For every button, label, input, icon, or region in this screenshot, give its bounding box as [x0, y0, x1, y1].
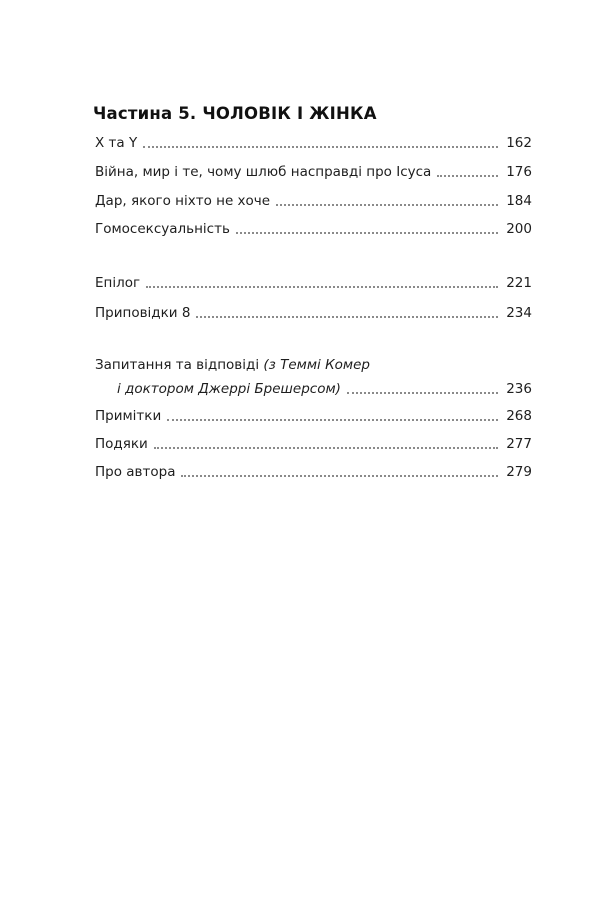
toc-entry-label: Примітки — [95, 408, 162, 424]
toc-entry-page: 221 — [506, 275, 532, 291]
toc-entry[interactable] — [95, 218, 532, 238]
toc-entry-label: Війна, мир і те, чому шлюб насправді про Ісуса — [95, 164, 432, 180]
toc-entry-page: 268 — [506, 408, 532, 424]
toc-entry-page: 277 — [506, 436, 532, 452]
dot-leader — [236, 231, 498, 234]
toc-entry-label: Х та Y — [95, 135, 138, 151]
toc-entry[interactable] — [95, 132, 532, 152]
dot-leader — [347, 391, 498, 394]
toc-entry-label: Приповідки 8 — [95, 305, 191, 321]
qa-entry-note-line2: і доктором Джеррі Брешерсом) — [117, 381, 341, 397]
dot-leader — [196, 315, 498, 318]
toc-entry-label: Дар, якого ніхто не хоче — [95, 193, 271, 209]
dot-leader — [167, 418, 498, 421]
toc-entry[interactable] — [95, 272, 532, 292]
section-title: Частина 5. ЧОЛОВІК І ЖІНКА — [93, 104, 377, 123]
toc-entry[interactable] — [95, 161, 532, 181]
dot-leader — [276, 203, 498, 206]
qa-entry-note-line1: (з Теммі Комер — [263, 357, 370, 373]
toc-entry[interactable] — [95, 190, 532, 210]
dot-leader — [437, 174, 498, 177]
toc-entry-label: Про автора — [95, 464, 176, 480]
dot-leader — [146, 285, 498, 288]
toc-entry[interactable] — [95, 378, 532, 398]
toc-entry-label: Епілог — [95, 275, 141, 291]
toc-entry[interactable] — [95, 302, 532, 322]
qa-entry-page: 236 — [506, 381, 532, 397]
dot-leader — [143, 145, 498, 148]
dot-leader — [181, 474, 498, 477]
toc-entry[interactable] — [95, 433, 532, 453]
toc-entry-page: 176 — [506, 164, 532, 180]
toc-entry-page: 162 — [506, 135, 532, 151]
qa-entry-first-line[interactable] — [95, 356, 370, 374]
toc-entry-label: Гомосексуальність — [95, 221, 230, 237]
toc-entry-page: 279 — [506, 464, 532, 480]
toc-entry-page: 200 — [506, 221, 532, 237]
toc-entry-label: Подяки — [95, 436, 148, 452]
toc-entry-page: 184 — [506, 193, 532, 209]
toc-entry[interactable] — [95, 405, 532, 425]
toc-entry-page: 234 — [506, 305, 532, 321]
dot-leader — [154, 446, 498, 449]
toc-entry[interactable] — [95, 461, 532, 481]
qa-entry-label: Запитання та відповіді — [95, 357, 260, 373]
